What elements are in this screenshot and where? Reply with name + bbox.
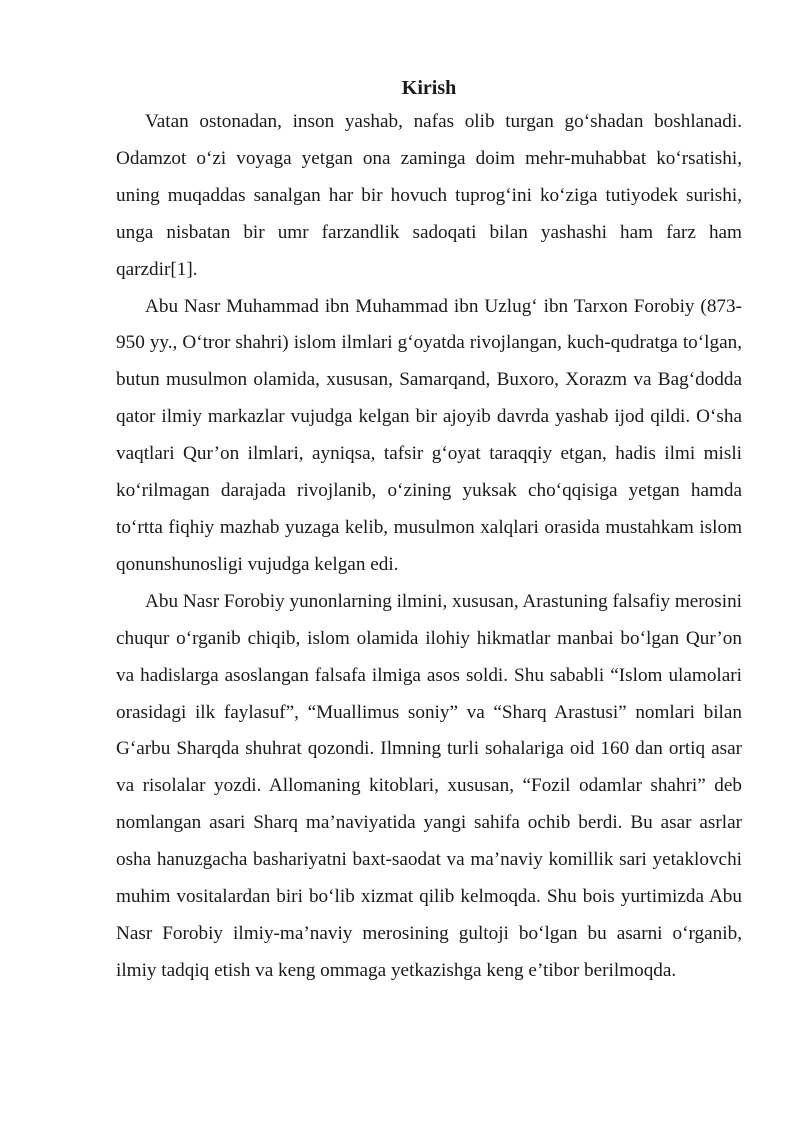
paragraph-3: Abu Nasr Forobiy yunonlarning ilmini, xususan, Arastuning falsafiy merosini chuqur o‘rganib chiqib, islom olamida ilohiy hikmatlar manbai bo‘lgan Qur’on va hadislarga asoslangan falsafa ilmiga asos soldi. Shu sababli “Islom ulamolari orasidagi ilk faylasuf”, “Muallimus soniy” va “Sharq Arastusi” nomlari bilan G‘arbu Sharqda shuhrat qozondi. Ilmning turli sohalariga oid 160 dan ortiq asar va risolalar yozdi. Allomaning kitoblari, xususan, “Fozil odamlar shahri” deb nomlangan asari Sharq ma’naviyatida yangi sahifa ochib berdi. Bu asar asrlar osha hanuzgacha bashariyatni baxt-saodat va ma’naviy komillik sari yetaklovchi muhim vositalardan biri bo‘lib xizmat qilib kelmoqda. Shu bois yurtimizda Abu Nasr Forobiy ilmiy-ma’naviy merosining gultoji bo‘lgan bu asarni o‘rganib, ilmiy tadqiq etish va keng ommaga yetkazishga keng e’tibor berilmoqda. [116, 590, 742, 981]
paragraph-1: Vatan ostonadan, inson yashab, nafas olib turgan go‘shadan boshlanadi. Odamzot o‘zi voyaga yetgan ona zaminga doim mehr-muhabbat ko‘rsatishi, uning muqaddas sanalgan har bir hovuch tuprog‘ini ko‘ziga tutiyodek surishi, unga nisbatan bir umr farzandlik sadoqati bilan yashashi ham farz ham qarzdir[1]. [116, 111, 742, 280]
section-title: Kirish [401, 77, 457, 99]
paragraph-2: Abu Nasr Muhammad ibn Muhammad ibn Uzlug‘ ibn Tarxon Forobiy (873-950 yy., O‘tror shahri) islom ilmlari g‘oyatda rivojlangan, kuch-qudratga to‘lgan, butun musulmon olamida, xususan, Samarqand, Buxoro, Xorazm va Bag‘dodda qator ilmiy markazlar vujudga kelgan bir ajoyib davrda yashab ijod qildi. O‘sha vaqtlari Qur’on ilmlari, ayniqsa, tafsir g‘oyat taraqqiy etgan, hadis ilmi misli ko‘rilmagan darajada rivojlanib, o‘zining yuksak cho‘qqisiga yetgan hamda to‘rtta fiqhiy mazhab yuzaga kelib, musulmon xalqlari orasida mustahkam islom qonunshunosligi vujudga kelgan edi. [116, 295, 742, 575]
